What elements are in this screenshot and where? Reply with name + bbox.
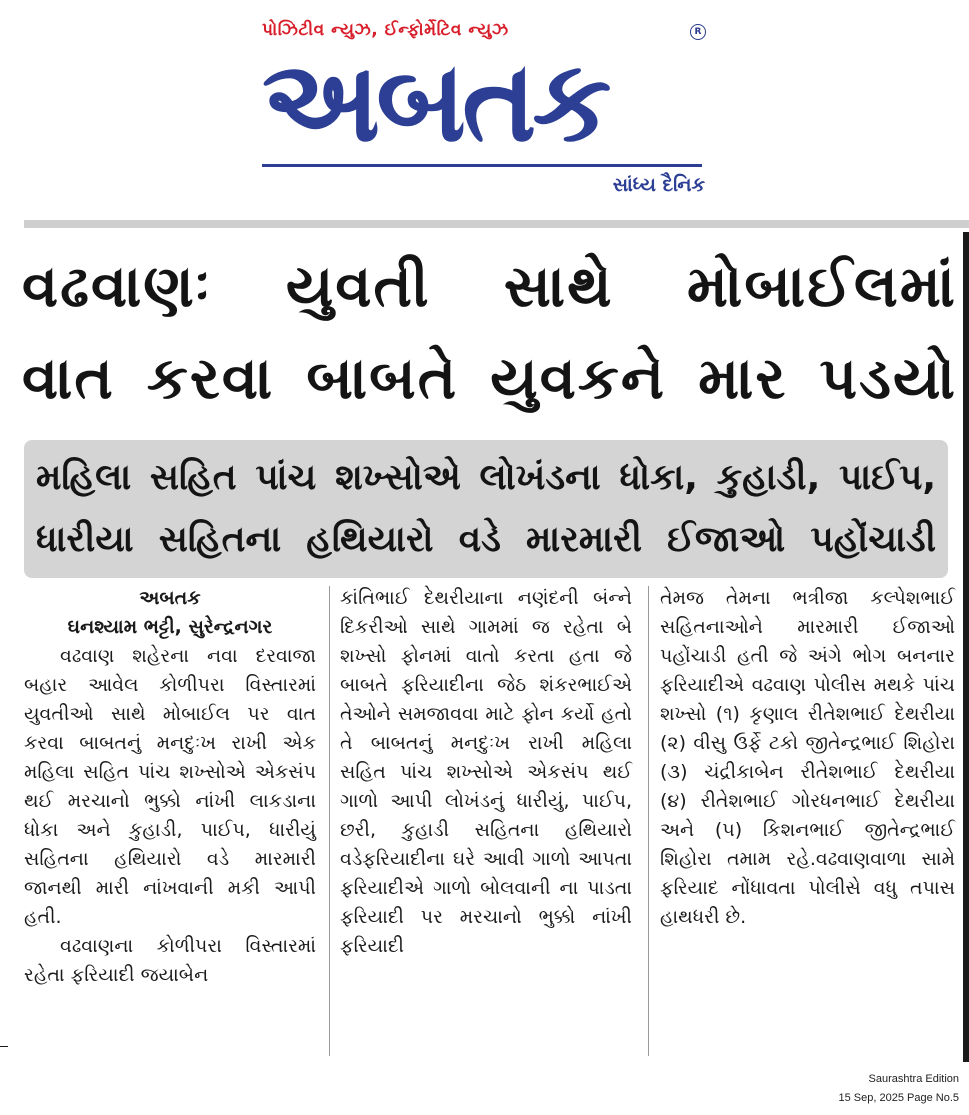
headline-line-2: વાત કરવા બાબતે યુવકને માર પડયો <box>22 344 957 412</box>
newspaper-logo: અબતક <box>262 40 608 164</box>
byline-author: ઘનશ્યામ ભટ્ટી, સુરેન્દ્રનગર <box>67 616 273 638</box>
article-subheadline <box>36 447 936 571</box>
masthead <box>0 0 969 222</box>
article-column-3 <box>660 584 955 932</box>
page-footer <box>839 1070 959 1108</box>
edition-label: Saurashtra Edition <box>868 1073 959 1085</box>
subheadline-line-2: ધારીયા સહિતના હથિયારો વડે મારમારી ઈજાઓ પહોંચાડી <box>36 519 936 560</box>
column-1-paragraph-1: વઢવાણ શહેરના નવા દરવાજા બહાર આવેલ કોળીપરા વિસ્તારમાં યુવતીઓ સાથે મોબાઈલ પર વાત કરવા બાબતનું મનદુઃખ રાખી એક મહિલા સહિત પાંચ શખ્સોએ એકસંપ થઈ મરચાનો ભુક્કો નાંખી લાકડાના ધોકા અને કુહાડી, પાઈપ, ધારીયું સહિતના હથિયારો વડે મારમારી જાનથી મારી નાંખવાની મકી આપી હતી. <box>24 645 316 928</box>
headline-line-1: વઢવાણઃ યુવતી સાથે મોબાઈલમાં <box>22 252 957 320</box>
right-edge-rule <box>963 232 969 1062</box>
byline-source: અબતક <box>139 587 201 609</box>
left-edge-mark <box>0 1046 8 1047</box>
date-page-label: 15 Sep, 2025 Page No.5 <box>838 1092 959 1104</box>
logo-underline <box>262 164 702 167</box>
column-divider-1 <box>329 586 330 1056</box>
top-divider-bar <box>24 220 969 228</box>
masthead-subtitle: સાંધ્ય દૈનિક <box>612 174 705 196</box>
subheadline-line-1: મહિલા સહિત પાંચ શખ્સોએ લોખંડના ધોકા, કુહાડી, પાઈપ, <box>36 457 936 498</box>
column-2-text: કાંતિભાઈ દેથરીયાના નણંદની બંન્ને દિકરીઓ સાથે ગામમાં જ રહેતા બે શખ્સો ફોનમાં વાતો કરતા હતા જે બાબતે ફરિયાદીના જેઠ શંકરભાઈએ તેઓને સમજાવવા માટે ફોન કર્યો હતો તે બાબતનું મનદુઃખ રાખી મહિલા સહિત પાંચ શખ્સોએ એકસંપ થઈ ગાળો આપી લોખંડનું ધારીયું, પાઈપ, છરી, કુહાડી સહિતના હથિયારો વડેફરિયાદીના ઘરે આવી ગાળો આપતા ફરિયાદીએ ગાળો બોલવાની ના પાડતા ફરિયાદી પર મરચાનો ભુક્કો નાંખી ફરિયાદી <box>340 587 632 957</box>
article-column-1 <box>24 584 316 990</box>
column-3-text: તેમજ તેમના ભત્રીજા કલ્પેશભાઈ સહિતનાઓને મારમારી ઈજાઓ પહોંચાડી હતી જે અંગે ભોગ બનનાર ફરિયાદીએ વઢવાણ પોલીસ મથકે પાંચ શખ્સો (૧) કૃણાલ રીતેશભાઈ દેથરીયા (૨) વીસુ ઉર્ફે ટકો જીતેન્દ્રભાઈ શિહોરા (૩) ચંદ્રીકાબેન રીતેશભાઈ દેથરીયા (૪) રીતેશભાઈ ગોરધનભાઈ દેથરીયા અને (૫) કિશનભાઈ જીતેન્દ્રભાઈ શિહોરા તમામ રહે.વઢવાણવાળા સામે ફરિયાદ નોંધાવતા પોલીસે વધુ તપાસ હાથધરી છે. <box>660 587 955 928</box>
article-headline <box>22 240 957 424</box>
tagline: પોઝિટીવ ન્યુઝ, ઈન્ફોર્મેટિવ ન્યુઝ <box>262 20 509 40</box>
registered-trademark-icon: R <box>690 24 706 40</box>
column-1-paragraph-2: વઢવાણના કોળીપરા વિસ્તારમાં રહેતા ફરિયાદી જયાબેન <box>24 935 316 986</box>
column-divider-2 <box>648 586 649 1056</box>
article-column-2 <box>340 584 632 961</box>
